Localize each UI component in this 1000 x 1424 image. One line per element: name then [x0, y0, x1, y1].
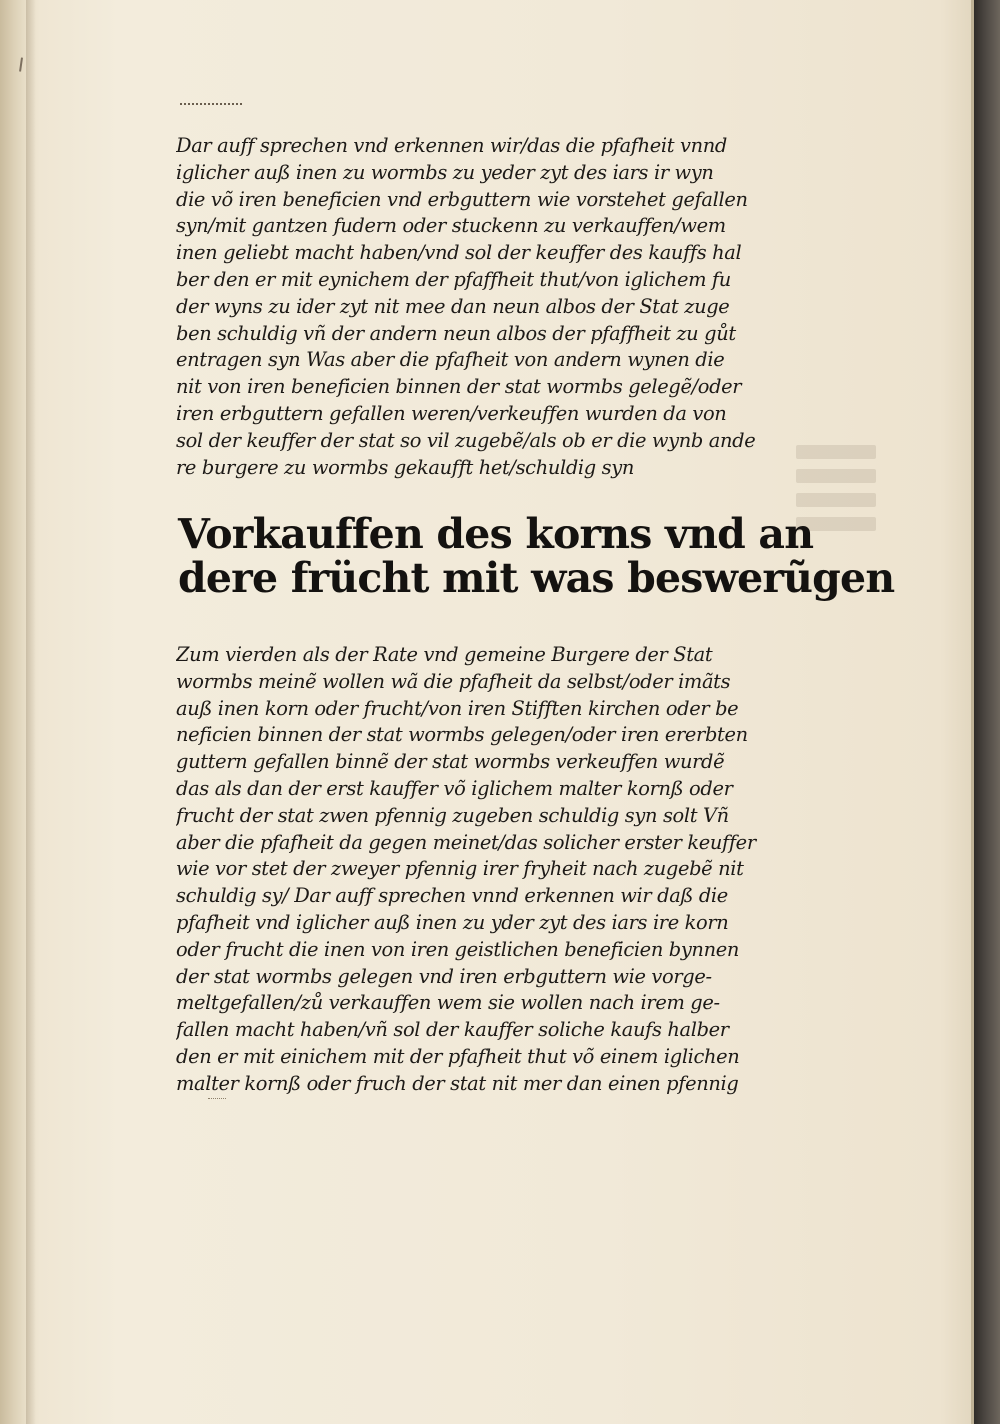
text-line: Zum vierden als der Rate vnd gemeine Burgere der Stat: [176, 643, 713, 666]
top-dotted-rule: [180, 103, 242, 105]
text-line: pfafheit vnd iglicher auß inen zu yder zyt des iars ire korn: [176, 910, 729, 934]
text-line: schuldig sy/ Dar auff sprechen vnnd erkennen wir daß die: [176, 884, 728, 908]
text-line: aber die pfafheit da gegen meinet/das solicher erster keuffer: [176, 830, 756, 854]
text-line: iren erbguttern gefallen weren/verkeuffen wurden da von: [176, 401, 727, 425]
text-line: guttern gefallen binnẽ der stat wormbs verkeuffen wurdẽ: [176, 750, 725, 774]
paragraph-one: [176, 133, 841, 481]
text-line: re burgere zu wormbs gekaufft het/schuldig syn: [176, 455, 634, 479]
text-line: ben schuldig vñ der andern neun albos der pfaffheit zu gůt: [176, 321, 736, 345]
text-line: der wyns zu ider zyt nit mee dan neun albos der Stat zuge: [176, 294, 730, 318]
stray-ink-mark: [208, 1098, 226, 1105]
heading-line: Vorkauffen des korns vnd an: [178, 510, 814, 558]
text-line: ber den er mit eynichem der pfaffheit thut/von iglichem fu: [176, 267, 731, 291]
text-line: Dar auff sprechen vnd erkennen wir/das die pfafheit vnnd: [176, 134, 727, 157]
text-line: sol der keuffer der stat so vil zugebẽ/als ob er die wynb ande: [176, 428, 756, 452]
section-heading: [178, 510, 895, 602]
text-line: den er mit einichem mit der pfafheit thut võ einem iglichen: [176, 1044, 740, 1068]
gutter-shadow: [26, 0, 36, 1424]
paragraph-two: [176, 642, 841, 1098]
text-line: fallen macht haben/vñ sol der kauffer soliche kaufs halber: [176, 1018, 729, 1042]
text-line: das als dan der erst kauffer võ iglichem malter kornß oder: [176, 776, 733, 800]
text-line: frucht der stat zwen pfennig zugeben schuldig syn solt Vñ: [176, 803, 729, 827]
book-page: [36, 0, 971, 1424]
text-line: neficien binnen der stat wormbs gelegen/oder iren ererbten: [176, 723, 748, 747]
text-line: nit von iren beneficien binnen der stat wormbs gelegẽ/oder: [176, 375, 742, 399]
text-line: der stat wormbs gelegen vnd iren erbguttern wie vorge-: [176, 964, 712, 988]
text-line: wie vor stet der zweyer pfennig irer fryheit nach zugebẽ nit: [176, 857, 744, 881]
text-line: wormbs meinẽ wollen wã die pfafheit da selbst/oder imãts: [176, 669, 731, 693]
heading-line: dere frücht mit was beswerũgen: [178, 554, 895, 602]
text-line: auß inen korn oder frucht/von iren Stifften kirchen oder be: [176, 696, 739, 720]
text-line: malter kornß oder fruch der stat nit mer dan einen pfennig: [176, 1071, 739, 1095]
text-line: entragen syn Was aber die pfafheit von andern wynen die: [176, 348, 725, 372]
text-line: inen geliebt macht haben/vnd sol der keuffer des kauffs hal: [176, 241, 742, 265]
text-line: die võ iren beneficien vnd erbguttern wie vorstehet gefallen: [176, 187, 748, 211]
text-line: oder frucht die inen von iren geistlichen beneficien bynnen: [176, 937, 739, 961]
text-line: meltgefallen/zů verkauffen wem sie wollen nach irem ge-: [176, 991, 720, 1015]
text-line: syn/mit gantzen fudern oder stuckenn zu verkauffen/wem: [176, 214, 726, 238]
binding-board: [974, 0, 1000, 1424]
text-line: iglicher auß inen zu wormbs zu yeder zyt des iars ir wyn: [176, 160, 714, 184]
left-page-edge: [0, 0, 26, 1424]
